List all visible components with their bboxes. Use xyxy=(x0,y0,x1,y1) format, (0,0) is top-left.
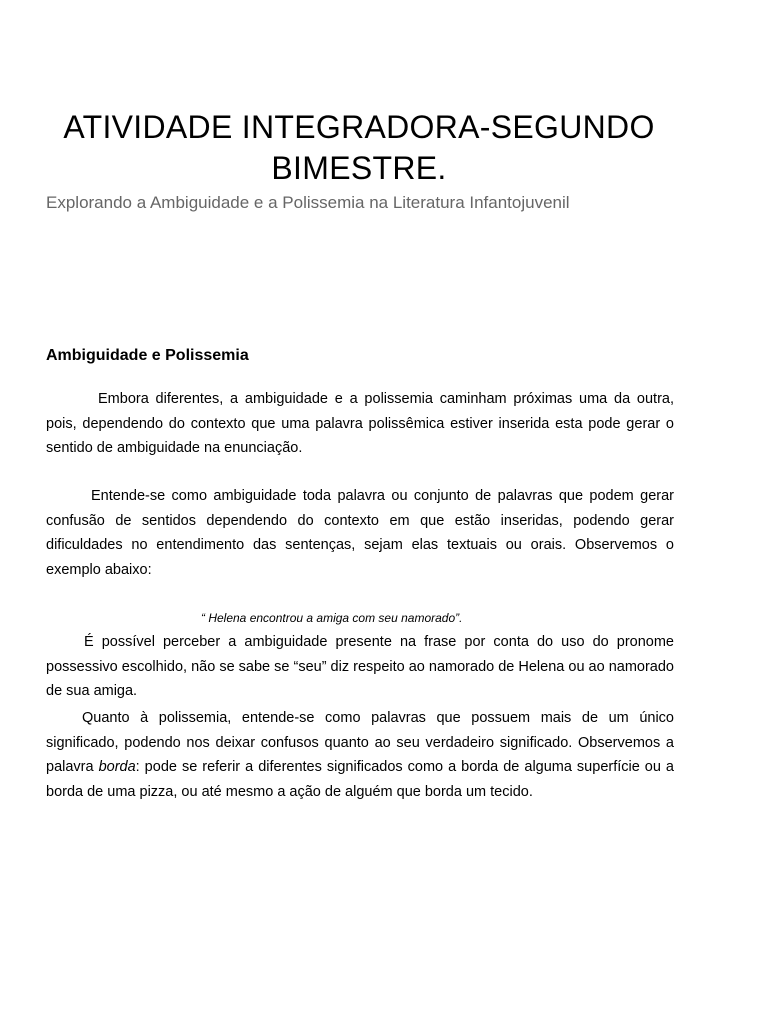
paragraph-ambiguity-definition: Entende-se como ambiguidade toda palavra ou conjunto de palavras que podem gerar confusão de sentidos dependendo do contexto em que estão inseridas, podendo gerar dificuldades no entendimento das sentenças, sejam elas textuais ou orais. Observemos o exemplo abaixo: xyxy=(46,488,674,578)
paragraph-polysemy-text-after: : pode se referir a diferentes significados como a borda de alguma superfície ou a borda de uma pizza, ou até mesmo a ação de alguém que borda um tecido. xyxy=(46,759,674,800)
page-title xyxy=(0,107,718,189)
paragraph-ambiguity-explanation: É possível perceber a ambiguidade presente na frase por conta do uso do pronome possessivo escolhido, não se sabe se “seu” diz respeito ao namorado de Helena ou ao namorado de sua amiga. xyxy=(46,634,674,699)
paragraph-polysemy-emphasis: borda xyxy=(98,759,136,775)
page-subtitle: Explorando a Ambiguidade e a Polissemia na Literatura Infantojuvenil xyxy=(46,193,570,212)
page-title-line-2: BIMESTRE. xyxy=(271,150,447,187)
paragraph-polysemy-text-before: Quanto à polissemia, entende-se como palavras que possuem mais de um único significado, podendo nos deixar confusos quanto ao seu verdadeiro significado. Observemos a palavra xyxy=(46,710,674,775)
paragraph-intro: Embora diferentes, a ambiguidade e a polissemia caminham próximas uma da outra, pois, dependendo do contexto que uma palavra polissêmica estiver inserida esta pode gerar o sentido de ambiguidade na enunciação. xyxy=(46,391,674,456)
example-quote: “ Helena encontrou a amiga com seu namorado”. xyxy=(201,611,463,625)
paragraph-polysemy xyxy=(46,706,674,804)
section-heading: Ambiguidade e Polissemia xyxy=(46,347,249,364)
page-title-line-1: ATIVIDADE INTEGRADORA-SEGUNDO xyxy=(63,109,655,146)
